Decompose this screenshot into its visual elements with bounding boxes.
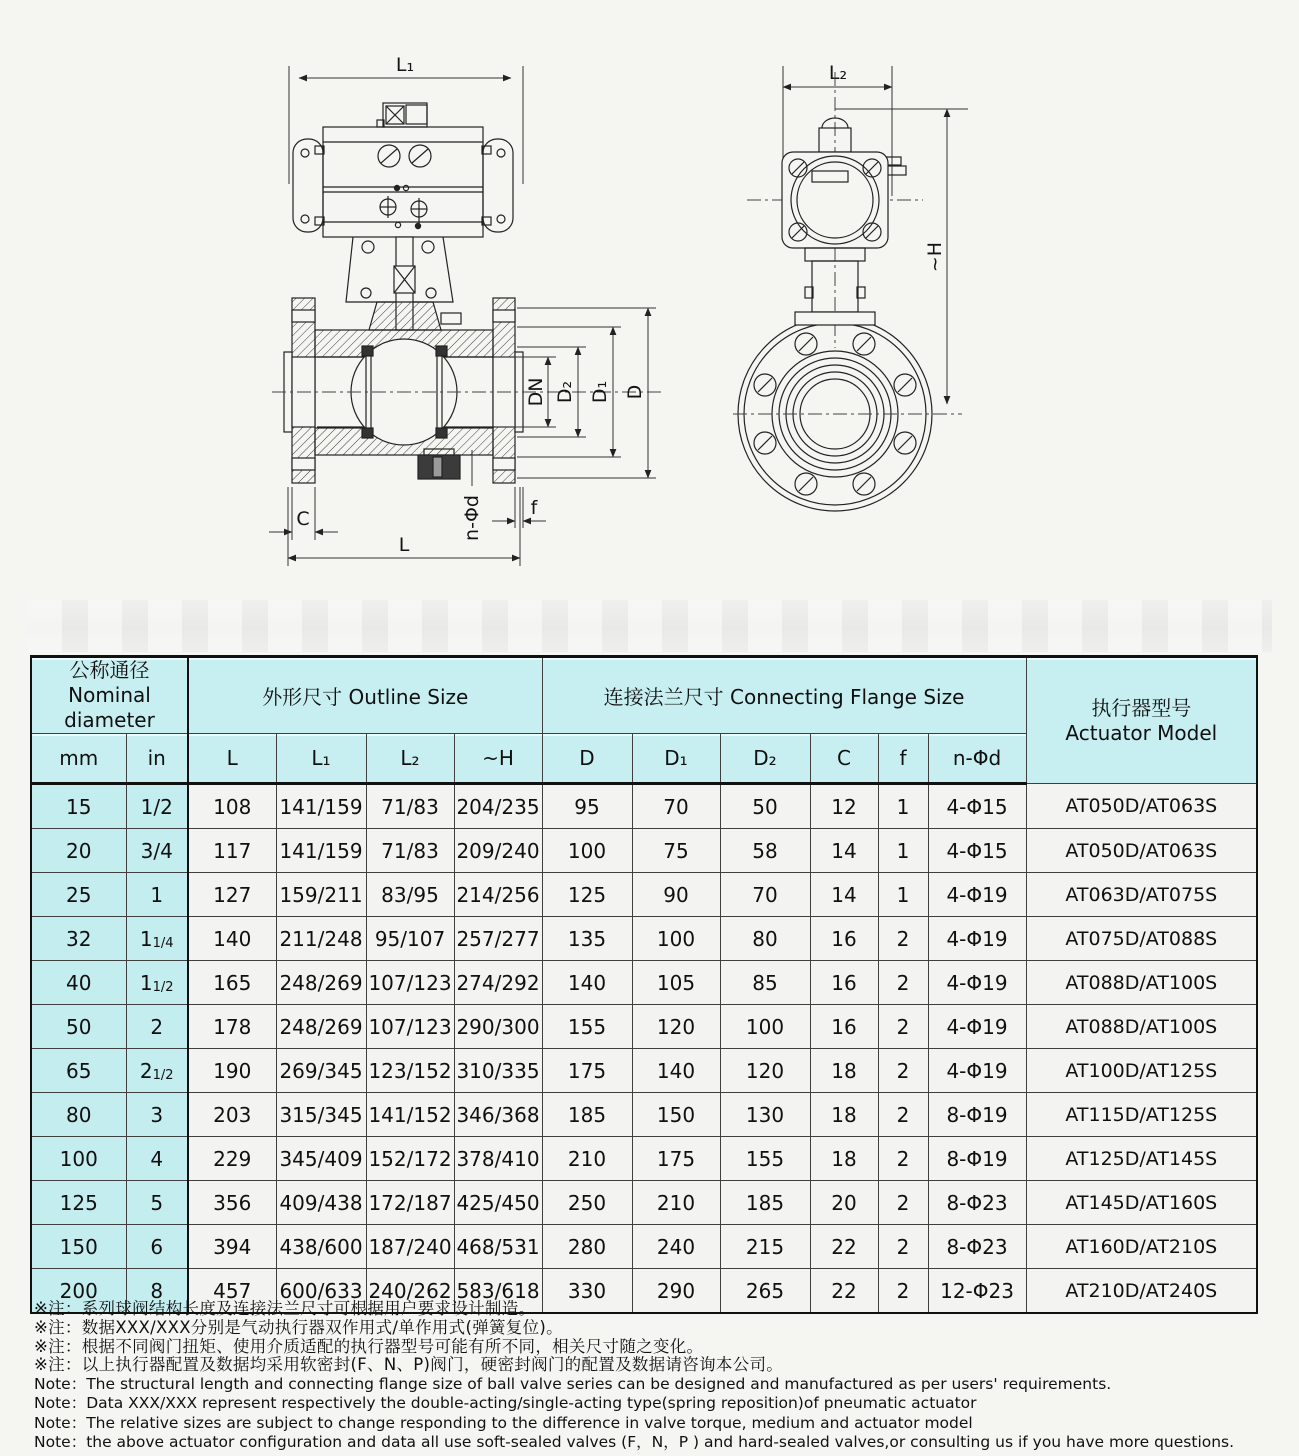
cell: 229 xyxy=(188,1137,276,1181)
cell-actuator-model: AT145D/AT160S xyxy=(1026,1181,1257,1225)
cell: 141/152 xyxy=(366,1093,454,1137)
cell: 75 xyxy=(632,829,720,873)
cell: 394 xyxy=(188,1225,276,1269)
table-row xyxy=(31,1181,1257,1225)
cell: 240/262 xyxy=(366,1269,454,1314)
note-line: ※注：根据不同阀门扭矩、使用介质适配的执行器型号可能有所不同，相关尺寸随之变化。 xyxy=(34,1336,704,1356)
note-line: Note：The relative sizes are subject to change responding to the difference in valve torque, medium and actuator model xyxy=(34,1413,973,1432)
cell: 274/292 xyxy=(454,961,542,1005)
cell-actuator-model: AT088D/AT100S xyxy=(1026,961,1257,1005)
header-connecting-flange-size: 连接法兰尺寸 Connecting Flange Size xyxy=(542,657,1026,734)
cell: 1 xyxy=(878,829,928,873)
cell-actuator-model: AT115D/AT125S xyxy=(1026,1093,1257,1137)
cell: 85 xyxy=(720,961,810,1005)
cell: 16 xyxy=(810,961,878,1005)
cell: 135 xyxy=(542,917,632,961)
cell: 100 xyxy=(542,829,632,873)
cell: 4 xyxy=(126,1137,188,1181)
spec-table xyxy=(30,655,1258,1314)
cell: 240 xyxy=(632,1225,720,1269)
cell-actuator-model: AT063D/AT075S xyxy=(1026,873,1257,917)
cell: 1/2 xyxy=(126,784,188,829)
cell: 215 xyxy=(720,1225,810,1269)
cell: 100 xyxy=(31,1137,126,1181)
note-line: Note：The structural length and connecting flange size of ball valve series can be designed and manufactured as per users' requirements. xyxy=(34,1375,1112,1394)
cell: 2 xyxy=(878,917,928,961)
cell-actuator-model: AT100D/AT125S xyxy=(1026,1049,1257,1093)
cell: 4-Φ19 xyxy=(928,917,1026,961)
cell: 100 xyxy=(632,917,720,961)
cell: 107/123 xyxy=(366,961,454,1005)
note-line: ※注：以上执行器配置及数据均采用软密封(F、N、P)阀门，硬密封阀门的配置及数据请咨询本公司。 xyxy=(34,1355,784,1375)
table-row xyxy=(31,961,1257,1005)
table-row xyxy=(31,873,1257,917)
cell: 187/240 xyxy=(366,1225,454,1269)
cell: 6 xyxy=(126,1225,188,1269)
cell: 265 xyxy=(720,1269,810,1314)
col-L: L xyxy=(188,734,276,784)
cell: 130 xyxy=(720,1093,810,1137)
table-row xyxy=(31,829,1257,873)
cell: 250 xyxy=(542,1181,632,1225)
cell: 150 xyxy=(31,1225,126,1269)
cell: 425/450 xyxy=(454,1181,542,1225)
cell: 310/335 xyxy=(454,1049,542,1093)
valve-body xyxy=(284,298,523,483)
dim-label-dn: DN xyxy=(525,377,547,407)
cell: 14 xyxy=(810,873,878,917)
cell: 90 xyxy=(632,873,720,917)
dim-label-l2: L₂ xyxy=(828,62,848,84)
cell: 16 xyxy=(810,1005,878,1049)
cell: 5 xyxy=(126,1181,188,1225)
col-D1: D₁ xyxy=(632,734,720,784)
dim-label-d: D xyxy=(624,384,646,400)
cell: 159/211 xyxy=(276,873,366,917)
cell: 140 xyxy=(542,961,632,1005)
cell: 107/123 xyxy=(366,1005,454,1049)
dim-label-c: C xyxy=(296,508,310,530)
pneumatic-actuator xyxy=(293,103,513,237)
cell: 4-Φ19 xyxy=(928,1005,1026,1049)
header-outline-size: 外形尺寸 Outline Size xyxy=(188,657,542,734)
cell: 315/345 xyxy=(276,1093,366,1137)
col-mm: mm xyxy=(31,734,126,784)
note-line: Note：the above actuator configuration and data all use soft-sealed valves (F，N，P ) and hard-sealed valves,or consulting us if you have more questions. xyxy=(34,1432,1235,1451)
dim-label-f: f xyxy=(530,497,538,519)
header-actuator-model-zh: 执行器型号 xyxy=(1091,695,1192,720)
cell: 125 xyxy=(542,873,632,917)
cell: 211/248 xyxy=(276,917,366,961)
cell: 2 xyxy=(878,961,928,1005)
cell: 178 xyxy=(188,1005,276,1049)
notes-section xyxy=(34,1300,1274,1452)
cell: 4-Φ15 xyxy=(928,829,1026,873)
dim-label-h: ~H xyxy=(924,241,946,273)
cell: 409/438 xyxy=(276,1181,366,1225)
cell: 50 xyxy=(720,784,810,829)
cell: 8 xyxy=(126,1269,188,1314)
cell: 356 xyxy=(188,1181,276,1225)
cell: 210 xyxy=(542,1137,632,1181)
cell: 175 xyxy=(632,1137,720,1181)
cell: 583/618 xyxy=(454,1269,542,1314)
cell: 468/531 xyxy=(454,1225,542,1269)
cell: 152/172 xyxy=(366,1137,454,1181)
side-view-drawing xyxy=(700,28,1022,590)
cell: 248/269 xyxy=(276,1005,366,1049)
cell: 120 xyxy=(632,1005,720,1049)
cell: 457 xyxy=(188,1269,276,1314)
cell: 8-Φ19 xyxy=(928,1093,1026,1137)
cell: 71/83 xyxy=(366,829,454,873)
cell-actuator-model: AT088D/AT100S xyxy=(1026,1005,1257,1049)
cell: 2 xyxy=(878,1225,928,1269)
header-actuator-model xyxy=(1026,657,1257,784)
cell: 11/2 xyxy=(126,961,188,1005)
cell: 165 xyxy=(188,961,276,1005)
cell: 4-Φ19 xyxy=(928,961,1026,1005)
cell-actuator-model: AT125D/AT145S xyxy=(1026,1137,1257,1181)
cell: 15 xyxy=(31,784,126,829)
dim-label-l: L xyxy=(398,534,410,556)
dim-label-d1: D₁ xyxy=(589,380,611,404)
cell: 70 xyxy=(720,873,810,917)
cell: 18 xyxy=(810,1049,878,1093)
col-L2: L₂ xyxy=(366,734,454,784)
cell: 108 xyxy=(188,784,276,829)
col-n-phi-d: n-Φd xyxy=(928,734,1026,784)
cell: 4-Φ19 xyxy=(928,873,1026,917)
table-row xyxy=(31,784,1257,829)
cell: 83/95 xyxy=(366,873,454,917)
cell: 185 xyxy=(720,1181,810,1225)
spec-table-body xyxy=(31,784,1257,1314)
cell: 269/345 xyxy=(276,1049,366,1093)
cell: 155 xyxy=(720,1137,810,1181)
cell: 8-Φ23 xyxy=(928,1181,1026,1225)
cell: 8-Φ23 xyxy=(928,1225,1026,1269)
header-nominal-diameter xyxy=(31,657,188,734)
cell: 80 xyxy=(31,1093,126,1137)
cell: 95 xyxy=(542,784,632,829)
cell: 21/2 xyxy=(126,1049,188,1093)
cell: 600/633 xyxy=(276,1269,366,1314)
note-line: Note：Data XXX/XXX represent respectively the double-acting/single-acting type(spring reposition)of pneumatic actuator xyxy=(34,1394,977,1413)
table-row xyxy=(31,1049,1257,1093)
cell: 378/410 xyxy=(454,1137,542,1181)
cell: 25 xyxy=(31,873,126,917)
cell: 190 xyxy=(188,1049,276,1093)
cell: 58 xyxy=(720,829,810,873)
cell: 257/277 xyxy=(454,917,542,961)
cell: 16 xyxy=(810,917,878,961)
cell: 20 xyxy=(31,829,126,873)
cell: 2 xyxy=(878,1093,928,1137)
cell-actuator-model: AT050D/AT063S xyxy=(1026,784,1257,829)
cell: 1 xyxy=(878,784,928,829)
header-nominal-diameter-zh: 公称通径 xyxy=(69,658,150,682)
cell: 1 xyxy=(878,873,928,917)
cell: 120 xyxy=(720,1049,810,1093)
cell: 70 xyxy=(632,784,720,829)
cell: 210 xyxy=(632,1181,720,1225)
cell: 71/83 xyxy=(366,784,454,829)
col-C: C xyxy=(810,734,878,784)
cell: 3 xyxy=(126,1093,188,1137)
cell-actuator-model: AT050D/AT063S xyxy=(1026,829,1257,873)
cell: 22 xyxy=(810,1269,878,1314)
col-f: f xyxy=(878,734,928,784)
cell: 204/235 xyxy=(454,784,542,829)
cell: 2 xyxy=(126,1005,188,1049)
cell: 209/240 xyxy=(454,829,542,873)
cell: 18 xyxy=(810,1093,878,1137)
cell: 172/187 xyxy=(366,1181,454,1225)
cell: 200 xyxy=(31,1269,126,1314)
col-H: ~H xyxy=(454,734,542,784)
cell: 290 xyxy=(632,1269,720,1314)
cell: 80 xyxy=(720,917,810,961)
front-view-drawing xyxy=(228,28,680,590)
cell: 95/107 xyxy=(366,917,454,961)
header-actuator-model-en: Actuator Model xyxy=(1065,720,1218,745)
dim-label-l1: L₁ xyxy=(395,54,415,76)
cell: 185 xyxy=(542,1093,632,1137)
cell: 32 xyxy=(31,917,126,961)
cell: 2 xyxy=(878,1049,928,1093)
cell: 330 xyxy=(542,1269,632,1314)
col-D2: D₂ xyxy=(720,734,810,784)
cell: 50 xyxy=(31,1005,126,1049)
cell: 140 xyxy=(632,1049,720,1093)
cell: 18 xyxy=(810,1137,878,1181)
cell: 100 xyxy=(720,1005,810,1049)
col-in: in xyxy=(126,734,188,784)
cell: 8-Φ19 xyxy=(928,1137,1026,1181)
cell: 117 xyxy=(188,829,276,873)
note-line: ※注：数据XXX/XXX分别是气动执行器双作用式/单作用式(弹簧复位)。 xyxy=(34,1317,563,1337)
cell: 280 xyxy=(542,1225,632,1269)
cell: 140 xyxy=(188,917,276,961)
cell: 346/368 xyxy=(454,1093,542,1137)
cell: 345/409 xyxy=(276,1137,366,1181)
cell: 2 xyxy=(878,1269,928,1314)
table-row xyxy=(31,1137,1257,1181)
cell: 12-Φ23 xyxy=(928,1269,1026,1314)
cell: 3/4 xyxy=(126,829,188,873)
cell: 20 xyxy=(810,1181,878,1225)
table-row xyxy=(31,1225,1257,1269)
cell: 248/269 xyxy=(276,961,366,1005)
cell: 2 xyxy=(878,1005,928,1049)
cell: 141/159 xyxy=(276,829,366,873)
cell: 4-Φ19 xyxy=(928,1049,1026,1093)
col-L1: L₁ xyxy=(276,734,366,784)
table-row xyxy=(31,917,1257,961)
cell: 123/152 xyxy=(366,1049,454,1093)
header-nominal-diameter-en: Nominal diameter xyxy=(64,683,155,732)
watermark-band xyxy=(28,600,1272,652)
notes-chinese xyxy=(34,1300,1274,1375)
note-line: ※注：系列球阀结构长度及连接法兰尺寸可根据用户要求设计制造。 xyxy=(34,1299,536,1318)
cell: 127 xyxy=(188,873,276,917)
cell: 1 xyxy=(126,873,188,917)
dim-label-n-phi-d: n-Φd xyxy=(461,495,483,541)
cell: 175 xyxy=(542,1049,632,1093)
cell-actuator-model: AT160D/AT210S xyxy=(1026,1225,1257,1269)
table-row xyxy=(31,1093,1257,1137)
cell: 438/600 xyxy=(276,1225,366,1269)
cell: 105 xyxy=(632,961,720,1005)
cell: 14 xyxy=(810,829,878,873)
cell-actuator-model: AT210D/AT240S xyxy=(1026,1269,1257,1314)
cell: 290/300 xyxy=(454,1005,542,1049)
cell: 2 xyxy=(878,1137,928,1181)
cell: 150 xyxy=(632,1093,720,1137)
cell: 2 xyxy=(878,1181,928,1225)
cell-actuator-model: AT075D/AT088S xyxy=(1026,917,1257,961)
col-D: D xyxy=(542,734,632,784)
cell: 214/256 xyxy=(454,873,542,917)
cell: 203 xyxy=(188,1093,276,1137)
cell: 22 xyxy=(810,1225,878,1269)
cell: 12 xyxy=(810,784,878,829)
cell: 4-Φ15 xyxy=(928,784,1026,829)
notes-english xyxy=(34,1375,1274,1452)
cell: 40 xyxy=(31,961,126,1005)
cell: 125 xyxy=(31,1181,126,1225)
cell: 11/4 xyxy=(126,917,188,961)
actuator-end-view xyxy=(782,118,906,248)
cell: 65 xyxy=(31,1049,126,1093)
cell: 141/159 xyxy=(276,784,366,829)
cell: 155 xyxy=(542,1005,632,1049)
table-row xyxy=(31,1005,1257,1049)
dim-label-d2: D₂ xyxy=(554,380,576,404)
